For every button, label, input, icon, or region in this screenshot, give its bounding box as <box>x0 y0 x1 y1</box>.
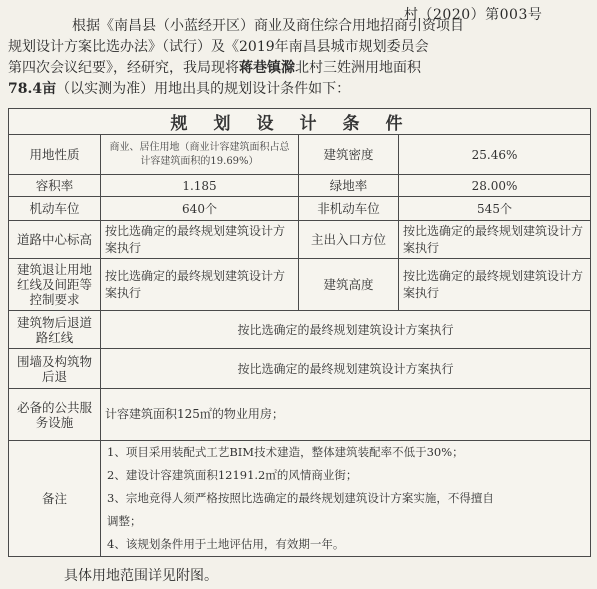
intro-line-3-text: 第四次会议纪要》，经研究，我局现将 <box>8 60 239 76</box>
table-row <box>9 441 591 557</box>
row-label: 容积率 <box>9 175 101 197</box>
remarks-list <box>101 441 591 557</box>
row-value: 28.00% <box>399 175 591 197</box>
row-value: 按比选确定的最终规划建筑设计方案执行 <box>101 221 299 259</box>
table-row <box>9 135 591 175</box>
row-label: 建筑物后退道路红线 <box>9 311 101 349</box>
remark-item: 调整； <box>107 514 142 528</box>
row-label: 必备的公共服务设施 <box>9 389 101 441</box>
intro-line-4-end: （以实测为准）用地出具的规划设计条件如下： <box>56 81 351 97</box>
row-label: 建筑退让用地红线及间距等控制要求 <box>9 259 101 311</box>
intro-line-2: 规划设计方案比选办法》（试行）及《2019年南昌县城市规划委员会 <box>8 39 429 55</box>
row-value: 按比选确定的最终规划建筑设计方案执行 <box>101 311 591 349</box>
location-name: 蒋巷镇滁 <box>239 60 295 76</box>
row-label: 备注 <box>9 441 101 557</box>
intro-line-4 <box>8 79 591 100</box>
row-label: 用地性质 <box>9 135 101 175</box>
document-number: 村（2020）第003号 <box>404 7 543 23</box>
table-row <box>9 221 591 259</box>
row-label: 围墙及构筑物后退 <box>9 349 101 389</box>
table-row <box>9 259 591 311</box>
row-label: 建筑密度 <box>299 135 399 175</box>
row-value: 1.185 <box>101 175 299 197</box>
row-value: 按比选确定的最终规划建筑设计方案执行 <box>101 259 299 311</box>
row-label: 非机动车位 <box>299 197 399 221</box>
table-row <box>9 311 591 349</box>
row-value: 按比选确定的最终规划建筑设计方案执行 <box>399 221 591 259</box>
row-value: 按比选确定的最终规划建筑设计方案执行 <box>399 259 591 311</box>
intro-line-3 <box>8 58 591 79</box>
table-title: 规划设计条件 <box>9 109 591 135</box>
row-value: 640个 <box>101 197 299 221</box>
table-row <box>9 175 591 197</box>
remark-item: 1、项目采用装配式工艺BIM技术建造，整体建筑装配率不低于30%； <box>107 445 464 459</box>
intro-paragraph <box>8 16 591 100</box>
intro-line-3-end: 北村三姓洲用地面积 <box>295 60 421 76</box>
row-value: 按比选确定的最终规划建筑设计方案执行 <box>101 349 591 389</box>
row-label: 道路中心标高 <box>9 221 101 259</box>
table-row <box>9 349 591 389</box>
remark-item: 3、宗地竞得人须严格按照比选确定的最终规划建筑设计方案实施，不得擅自 <box>107 491 494 505</box>
row-value: 25.46% <box>399 135 591 175</box>
row-label: 绿地率 <box>299 175 399 197</box>
row-label: 建筑高度 <box>299 259 399 311</box>
table-header-row <box>9 109 591 135</box>
remark-item: 4、该规划条件用于土地评估用，有效期一年。 <box>107 537 345 551</box>
land-area: 78.4亩 <box>8 81 57 97</box>
footer-note: 具体用地范围详见附图。 <box>64 568 218 584</box>
row-label: 主出入口方位 <box>299 221 399 259</box>
intro-line-1: 根据《南昌县（小蓝经开区）商业及商住综合用地招商引资项目 <box>72 18 464 34</box>
row-value: 商业、居住用地（商业计容建筑面积占总计容建筑面积的19.69%） <box>101 135 299 175</box>
remark-item: 2、建设计容建筑面积12191.2㎡的风情商业街； <box>107 468 358 482</box>
row-label: 机动车位 <box>9 197 101 221</box>
row-value: 545个 <box>399 197 591 221</box>
table-row <box>9 389 591 441</box>
planning-conditions-table <box>8 108 591 557</box>
table-row <box>9 197 591 221</box>
row-value: 计容建筑面积125㎡的物业用房； <box>101 389 591 441</box>
